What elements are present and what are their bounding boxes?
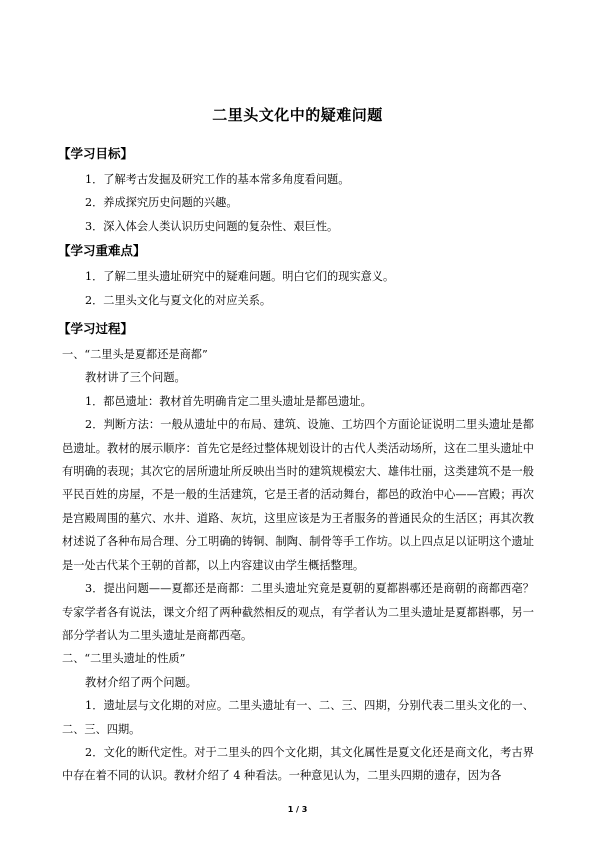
- goal-item: 3．深入体会人类认识历史问题的复杂性、艰巨性。: [85, 219, 339, 233]
- process-heading: 【学习过程】: [58, 321, 134, 337]
- section-1-paragraph: 教材讲了三个问题。: [85, 371, 186, 385]
- page-number: 1 / 3: [287, 805, 308, 814]
- section-2-title: 二、“二里头遗址的性质”: [62, 652, 186, 666]
- goals-heading: 【学习目标】: [58, 146, 134, 161]
- document-body: [58, 143, 534, 788]
- section-2-paragraph: 2．文化的断代定性。对于二里头的四个文化期，其文化属性是夏文化还是商文化，考古界中存在着不同的认识。教材介绍了 4 种看法。一种意见认为，二里头四期的遗存，因为各: [62, 745, 534, 783]
- section-1-title: 一、“二里头是夏都还是商都”: [62, 348, 208, 362]
- section-2-paragraph: 1．遗址层与文化期的对应。二里头遗址有一、二、三、四期，分别代表二里头文化的一、二、三、四期。: [62, 699, 534, 736]
- keypoint-item: 1．了解二里头遗址研究中的疑难问题。明白它们的现实意义。: [85, 270, 395, 284]
- section-1-paragraph: 1．都邑遗址：教材首先明确肯定二里头遗址是都邑遗址。: [85, 394, 372, 408]
- section-1-paragraph: 3．提出问题——夏都还是商都：二里头遗址究竟是夏朝的夏都斟鄩还是商朝的商都西亳？专家学者各有说法，课文介绍了两种截然相反的观点，有学者认为二里头遗址是夏都斟鄩，另一部分学者认为二里头遗址是商都西亳。: [62, 582, 534, 642]
- keypoint-item: 2．二里头文化与夏文化的对应关系。: [85, 293, 272, 307]
- section-1-paragraph: 2．判断方法：一般从遗址中的布局、建筑、设施、工坊四个方面论证说明二里头遗址是都邑遗址。教材的展示顺序：首先它是经过整体规划设计的古代人类活动场所，这在二里头遗址中有明确的表现；其次它的居所遗址所反映出当时的建筑规模宏大、雄伟壮丽，这类建筑不是一般平民百姓的房屋，不是一般的生活建筑，它是王者的活动舞台，都邑的政治中心——宫殿；再次是宫殿周围的墓穴、水井、道路、灰坑，这里应该是为王者服务的普通民众的生活区；再其次教材述说了各种布局合理、分工明确的铸铜、制陶、制骨等手工作坊。以上四点足以证明这个遗址是一处古代某个王朝的首都，以上内容建议由学生概括整理。: [62, 418, 534, 572]
- keypoints-heading: 【学习重难点】: [58, 243, 146, 259]
- section-2-paragraph: 教材介绍了两个问题。: [85, 675, 197, 689]
- goal-item: 2．养成探究历史问题的兴趣。: [85, 196, 238, 210]
- goal-item: 1．了解考古发掘及研究工作的基本常多角度看问题。: [85, 173, 350, 186]
- document-title: 二里头文化中的疑难问题: [212, 106, 383, 124]
